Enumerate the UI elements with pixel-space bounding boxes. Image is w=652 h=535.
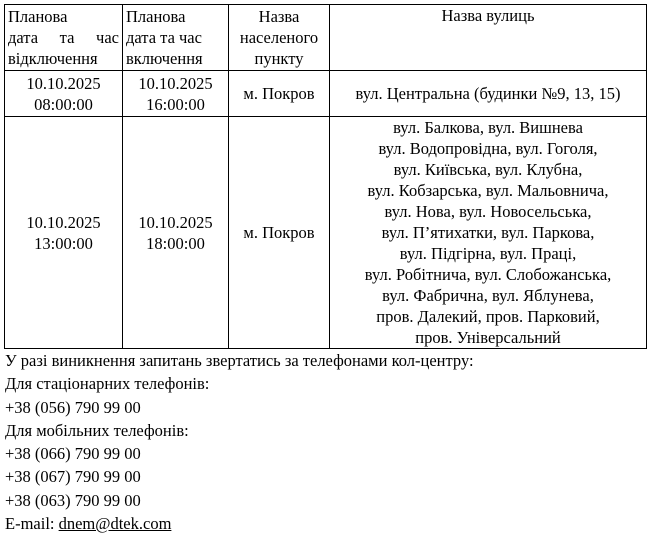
- street-line: вул. Водопровідна, вул. Гоголя,: [378, 139, 598, 158]
- header-text: Планова: [8, 7, 68, 26]
- street-line: вул. Робітнича, вул. Слобожанська,: [364, 265, 612, 284]
- mobile-label: Для мобільних телефонів:: [5, 420, 189, 440]
- on-datetime-cell: [123, 71, 229, 117]
- header-text: Назва вулиць: [441, 6, 535, 25]
- off-date: 10.10.2025: [26, 212, 101, 232]
- off-time: 08:00:00: [34, 94, 93, 114]
- header-text: населеного: [239, 28, 319, 47]
- table-row: [5, 117, 647, 349]
- header-text: пункту: [254, 49, 304, 68]
- mobile-phone: +38 (063) 790 99 00: [5, 490, 141, 510]
- street-line: вул. Підгірна, вул. Праці,: [399, 244, 577, 263]
- street-line: вул. Нова, вул. Новосельська,: [384, 202, 592, 221]
- outage-schedule-table: [4, 4, 647, 349]
- header-text: Планова: [126, 7, 186, 26]
- street-line: пров. Далекий, пров. Парковий,: [376, 307, 600, 326]
- streets-cell: [330, 71, 647, 117]
- mobile-phone: +38 (067) 790 99 00: [5, 467, 141, 487]
- streets-cell: [330, 117, 647, 349]
- table-header-row: [5, 5, 647, 71]
- email-label: E-mail:: [5, 514, 59, 534]
- street-line: вул. Центральна (будинки №9, 13, 15): [355, 84, 621, 103]
- header-text: відключення: [8, 49, 98, 68]
- off-time: 13:00:00: [34, 233, 93, 253]
- street-line: пров. Універсальний: [415, 328, 561, 347]
- header-text: дата та час: [126, 28, 202, 47]
- header-text: Назва: [258, 7, 300, 26]
- header-text: дата та час: [8, 28, 119, 47]
- email-line: [5, 512, 474, 535]
- contacts-intro: У разі виникнення запитань звертатись за телефонами кол-центру:: [5, 351, 474, 370]
- on-time: 16:00:00: [146, 94, 205, 114]
- header-text: включення: [126, 49, 203, 68]
- landline-phone: +38 (056) 790 99 00: [5, 397, 141, 417]
- on-time: 18:00:00: [146, 233, 205, 253]
- street-line: вул. П’ятихатки, вул. Паркова,: [381, 223, 595, 242]
- header-on-time: [123, 5, 229, 71]
- landline-label: Для стаціонарних телефонів:: [5, 374, 210, 394]
- locality-cell: м. Покров: [229, 71, 330, 117]
- off-datetime-cell: [5, 71, 123, 117]
- street-line: вул. Балкова, вул. Вишнева: [393, 118, 583, 137]
- locality-cell: м. Покров: [229, 117, 330, 349]
- street-line: вул. Фабрична, вул. Яблунева,: [382, 286, 594, 305]
- header-off-time: [5, 5, 123, 71]
- street-line: вул. Кобзарська, вул. Мальовнича,: [367, 181, 609, 200]
- email-link[interactable]: dnem@dtek.com: [58, 514, 172, 534]
- table-row: [5, 71, 647, 117]
- on-date: 10.10.2025: [138, 212, 213, 232]
- mobile-phone: +38 (066) 790 99 00: [5, 444, 141, 464]
- off-datetime-cell: [5, 117, 123, 349]
- street-line: вул. Київська, вул. Клубна,: [393, 160, 583, 179]
- header-streets: [330, 5, 647, 71]
- contacts-block: [5, 349, 474, 535]
- off-date: 10.10.2025: [26, 73, 101, 93]
- header-locality: [229, 5, 330, 71]
- on-date: 10.10.2025: [138, 73, 213, 93]
- on-datetime-cell: [123, 117, 229, 349]
